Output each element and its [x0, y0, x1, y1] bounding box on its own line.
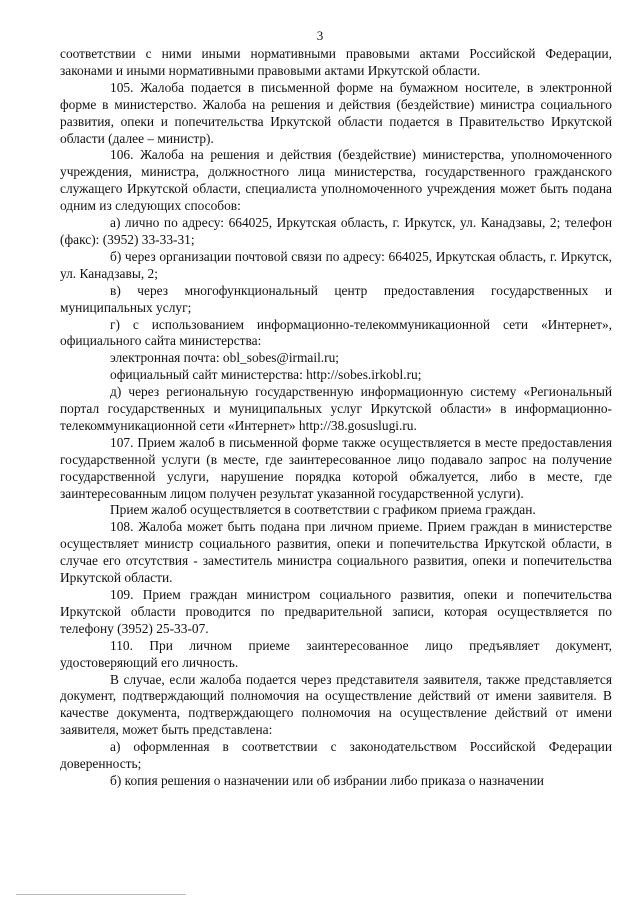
- document-body: [60, 46, 612, 790]
- list-item-a-power-of-attorney: а) оформленная в соответствии с законодательством Российской Федерации доверенность;: [60, 739, 612, 772]
- footer-rule: [16, 894, 186, 895]
- list-item-d-portal: д) через региональную государственную информационную систему «Региональный портал государственных и муниципальных услуг Иркутской области» в информационно-телекоммуникационной сети «Интернет» http://38.gosuslugi.ru.: [60, 384, 612, 433]
- list-item-g-internet: г) с использованием информационно-телекоммуникационной сети «Интернет», официального сайта министерства:: [60, 316, 612, 349]
- paragraph-106: 106. Жалоба на решения и действия (бездействие) министерства, уполномоченного учреждения, министра, должностного лица министерства, государственного гражданского служащего Иркутской области, специалиста уполномоченного учреждения может быть подана одним из следующих способов:: [60, 147, 612, 214]
- paragraph-schedule: Прием жалоб осуществляется в соответствии с графиком приема граждан.: [110, 502, 536, 518]
- paragraph-108: 108. Жалоба может быть подана при личном приеме. Прием граждан в министерстве осуществляет министр социального развития, опеки и попечительства Иркутской области, в случае его отсутствия - заместитель министра социального развития, опеки и попечительства Иркутской области.: [60, 519, 612, 586]
- list-item-b-decision-copy: б) копия решения о назначении или об избрании либо приказа о назначении: [110, 772, 544, 788]
- list-item-v-mfc: в) через многофункциональный центр предоставления государственных и муниципальных услуг;: [60, 282, 612, 315]
- paragraph-107: 107. Прием жалоб в письменной форме также осуществляется в месте предоставления государственной услуги (в месте, где заинтересованное лицо подавало запрос на получение государственной услуги, нарушение порядка которой обжалуется, либо в месте, где заинтересованным лицом получен результат указанной государственной услуги).: [60, 434, 612, 501]
- paragraph-105: 105. Жалоба подается в письменной форме на бумажном носителе, в электронной форме в министерство. Жалоба на решения и действия (бездействие) министра социального развития, опеки и попечительства Иркутской области подается в Правительство Иркутской области (далее – министр).: [60, 79, 612, 146]
- page-number: 3: [316, 28, 324, 43]
- list-item-b-post: б) через организации почтовой связи по адресу: 664025, Иркутская область, г. Иркутск, ул. Канадзавы, 2;: [60, 248, 612, 281]
- website-line: официальный сайт министерства: http://sobes.irkobl.ru;: [110, 367, 422, 383]
- paragraph-representative: В случае, если жалоба подается через представителя заявителя, также представляется документ, подтверждающий полномочия на осуществление действий от имени заявителя. В качестве документа, подтверждающего полномочия на осуществление действий от имени заявителя, может быть представлена:: [60, 671, 612, 738]
- list-item-a-in-person: а) лично по адресу: 664025, Иркутская область, г. Иркутск, ул. Канадзавы, 2; телефон (факс): (3952) 33-33-31;: [60, 215, 612, 247]
- paragraph-109: 109. Прием граждан министром социального развития, опеки и попечительства Иркутской области проводится по предварительной записи, которая осуществляется по телефону (3952) 25-33-07.: [60, 587, 612, 636]
- paragraph-110: 110. При личном приеме заинтересованное лицо предъявляет документ, удостоверяющий его личность.: [60, 637, 612, 670]
- paragraph-continuation: соответствии с ними иными нормативными правовыми актами Российской Федерации, законами и иными нормативными правовыми актами Иркутской области.: [60, 46, 612, 78]
- email-line: электронная почта: obl_sobes@irmail.ru;: [110, 350, 340, 366]
